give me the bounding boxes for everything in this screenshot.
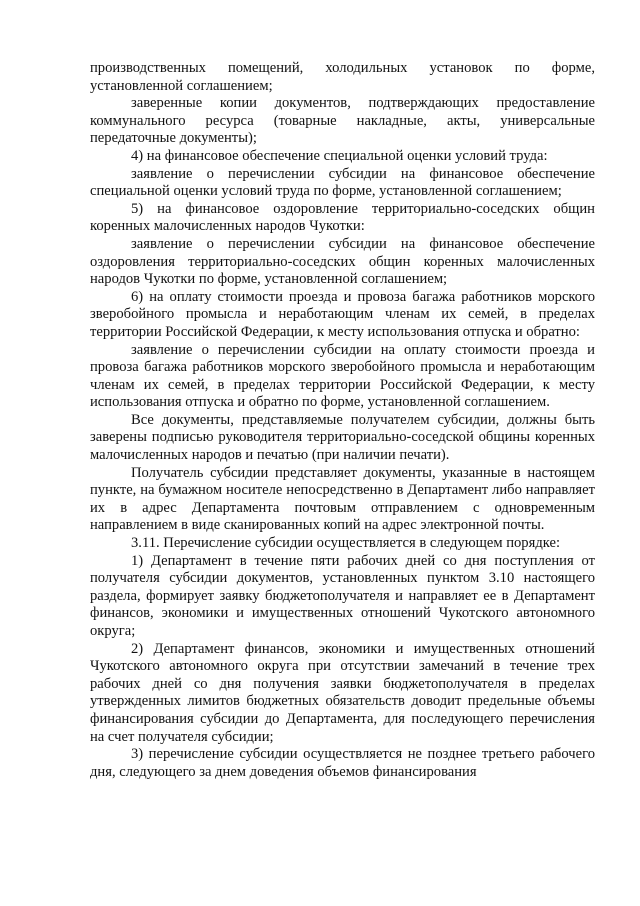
paragraph-8: заявление о перечислении субсидии на оплату стоимости проезда и провоза багажа работников морского зверобойного промысла и неработающим членам их семей, в пределах территории Российской Федерации, к месту использования отпуска и обратно по форме, установленной соглашением.	[90, 341, 595, 411]
paragraph-14: 3) перечисление субсидии осуществляется не позднее третьего рабочего дня, следующего за днем доведения объемов финансирования	[90, 746, 595, 780]
paragraph-5: 5) на финансовое оздоровление территориально-соседских общин коренных малочисленных народов Чукотки:	[90, 200, 595, 235]
paragraph-10: Получатель субсидии представляет документы, указанные в настоящем пункте, на бумажном носителе непосредственно в Департамент либо направляет их в адрес Департамента почтовым отправлением с одновременным направлением в виде сканированных копий на адрес электронной почты.	[90, 464, 595, 534]
paragraph-4: заявление о перечислении субсидии на финансовое обеспечение специальной оценки условий труда по форме, установленной соглашением;	[90, 165, 595, 200]
paragraph-9: Все документы, представляемые получателем субсидии, должны быть заверены подписью руководителя территориально-соседской общины коренных малочисленных народов и печатью (при наличии печати).	[90, 411, 595, 464]
paragraph-12: 1) Департамент в течение пяти рабочих дней со дня поступления от получателя субсидии документов, установленных пунктом 3.10 настоящего раздела, формирует заявку бюджетополучателя и направляет ее в Департамент финансов, экономики и имущественных отношений Чукотского автономного округа;	[90, 552, 595, 639]
paragraph-13: 2) Департамент финансов, экономики и имущественных отношений Чукотского автономного округа при отсутствии замечаний в течение трех рабочих дней со дня получения заявки бюджетополучателя в пределах утвержденных лимитов бюджетных обязательств доводит предельные объемы финансирования субсидии до Департамента, для последующего перечисления на счет получателя субсидии;	[90, 640, 595, 745]
paragraph-2: заверенные копии документов, подтверждающих предоставление коммунального ресурса (товарные накладные, акты, универсальные передаточные документы);	[90, 95, 595, 147]
paragraph-3: 4) на финансовое обеспечение специальной оценки условий труда:	[131, 147, 548, 164]
paragraph-6: заявление о перечислении субсидии на финансовое обеспечение оздоровления территориально-соседских общин коренных малочисленных народов Чукотки по форме, установленной соглашением;	[90, 235, 595, 288]
paragraph-11: 3.11. Перечисление субсидии осуществляется в следующем порядке:	[131, 535, 560, 552]
paragraph-7: 6) на оплату стоимости проезда и провоза багажа работников морского зверобойного промысла и неработающим членам их семей, в пределах территории Российской Федерации, к месту использования отпуска и обратно:	[90, 288, 595, 340]
document-page	[90, 60, 595, 781]
paragraph-1: производственных помещений, холодильных установок по форме, установленной соглашением;	[90, 60, 595, 94]
